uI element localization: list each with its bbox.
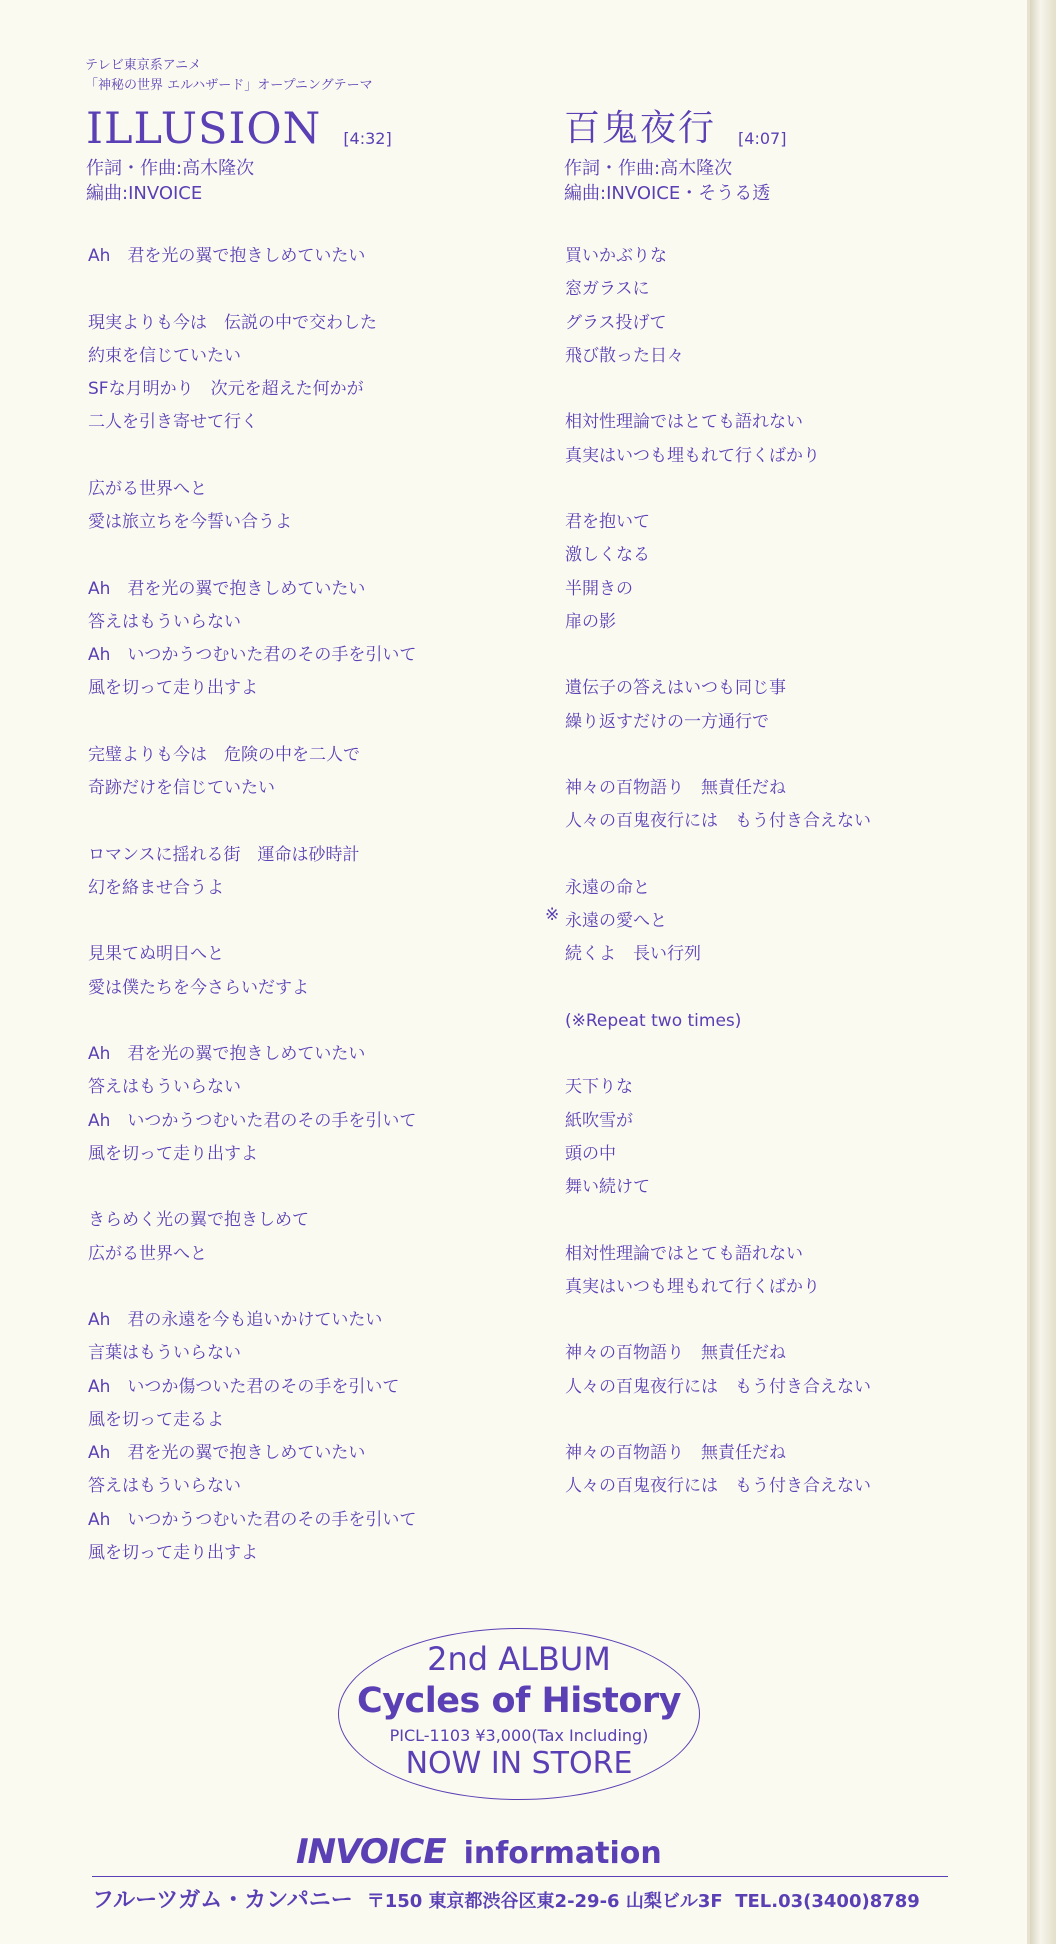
lyric-line: 紙吹雪が	[565, 1110, 633, 1131]
repeat-mark: ※	[545, 905, 560, 925]
lyric-line: きらめく光の翼で抱きしめて	[88, 1210, 309, 1231]
lyrics-music-credit: 作詞・作曲:高木隆次	[86, 158, 255, 179]
album-heading: 2nd ALBUM	[427, 1640, 611, 1678]
arrangement-credit: 編曲:INVOICE	[86, 183, 203, 204]
lyric-line: 半開きの	[565, 578, 633, 599]
company-address: 〒150 東京都渋谷区東2-29-6 山梨ビル3F	[366, 1891, 723, 1912]
album-title: Cycles of History	[357, 1681, 681, 1721]
lyric-line: 言葉はもういらない	[88, 1343, 241, 1364]
stanza-gap	[565, 473, 871, 506]
song-illusion	[86, 106, 392, 206]
stanza-gap	[88, 805, 416, 838]
lyric-line: 風を切って走り出すよ	[88, 1542, 258, 1563]
stanza-gap	[88, 1271, 416, 1304]
lyric-line: SFな月明かり 次元を超えた何かが	[88, 379, 364, 399]
company-tel: TEL.03(3400)8789	[735, 1891, 920, 1912]
lyric-line: 頭の中	[565, 1143, 616, 1164]
album-status: NOW IN STORE	[405, 1746, 633, 1781]
lyric-line: 人々の百鬼夜行には もう付き合えない	[565, 1376, 871, 1397]
stanza-gap	[565, 972, 871, 1005]
stanza-gap	[88, 440, 416, 473]
lyric-line: ロマンスに揺れる街 運命は砂時計	[88, 844, 360, 865]
lyrics-illusion	[88, 240, 416, 1570]
lyric-line: 相対性理論ではとても語れない	[565, 412, 803, 433]
stanza-gap	[88, 1171, 416, 1204]
lyric-line: 風を切って走るよ	[88, 1409, 224, 1430]
lyrics-hyakkiyakou	[545, 240, 871, 1504]
lyric-line: 広がる世界へと	[88, 478, 207, 499]
lyric-line: 真実はいつも埋もれて行くばかり	[565, 445, 820, 466]
lyric-line: グラス投げて	[565, 312, 667, 333]
lyric-line: Ah 君を光の翼で抱きしめていたい	[88, 246, 366, 266]
stanza-gap	[565, 1404, 871, 1437]
stanza-gap	[565, 839, 871, 872]
lyric-line: Ah 君を光の翼で抱きしめていたい	[88, 1044, 366, 1064]
song-title-row	[86, 106, 392, 152]
lyric-line: 愛は僕たちを今さらいだすよ	[88, 977, 309, 998]
lyric-line: 答えはもういらない	[88, 1077, 241, 1098]
subheading-line-2: 「神秘の世界 エルハザード」オープニングテーマ	[85, 78, 373, 93]
lyric-line: Ah いつか傷ついた君のその手を引いて	[88, 1376, 400, 1397]
stanza-gap	[88, 905, 416, 938]
lyric-line: 繰り返すだけの一方通行で	[565, 711, 769, 732]
anime-subheading	[85, 56, 373, 96]
song-title-row	[564, 106, 786, 152]
stanza-gap	[88, 539, 416, 572]
lyric-line: 激しくなる	[565, 545, 650, 566]
song-title: ILLUSION	[86, 104, 322, 154]
lyric-line: 答えはもういらない	[88, 1476, 241, 1497]
lyric-line: 神々の百物語り 無責任だね	[565, 1343, 786, 1364]
lyric-line: 見果てぬ明日へと	[88, 944, 224, 965]
lyric-line: 永遠の愛へと	[565, 911, 667, 931]
lyric-line: 奇跡だけを信じていたい	[88, 778, 275, 798]
lyric-line: 風を切って走り出すよ	[88, 1143, 258, 1164]
stanza-gap	[565, 1038, 871, 1071]
lyric-line: 完璧よりも今は 危険の中を二人で	[88, 744, 360, 765]
stanza-gap	[88, 1005, 416, 1038]
lyric-line: 遺伝子の答えはいつも同じ事	[565, 678, 786, 699]
lyric-line: 続くよ 長い行列	[565, 944, 701, 965]
album-catalog: PICL-1103 ¥3,000(Tax Including)	[389, 1726, 649, 1745]
lyric-line: 人々の百鬼夜行には もう付き合えない	[565, 1476, 871, 1497]
stanza-gap	[565, 1304, 871, 1337]
lyric-line: 神々の百物語り 無責任だね	[565, 778, 786, 798]
info-label: information	[463, 1836, 662, 1871]
lyric-line: 現実よりも今は 伝説の中で交わした	[88, 312, 377, 333]
lyric-line: 買いかぶりな	[565, 246, 667, 266]
lyric-line: 舞い続けて	[565, 1177, 650, 1197]
lyric-line: Ah いつかうつむいた君のその手を引いて	[88, 1110, 417, 1131]
song-title: 百鬼夜行	[564, 108, 717, 149]
info-heading	[296, 1832, 662, 1872]
stanza-gap	[88, 273, 416, 306]
stanza-gap	[565, 1204, 871, 1237]
song-duration: [4:07]	[738, 129, 787, 148]
subheading-line-1: テレビ東京系アニメ	[85, 58, 202, 73]
lyric-line: 君を抱いて	[565, 512, 650, 532]
lyric-line: 二人を引き寄せて行く	[88, 412, 258, 433]
lyric-line: 飛び散った日々	[565, 345, 684, 366]
lyric-line: 真実はいつも埋もれて行くばかり	[565, 1276, 820, 1297]
page-edge	[1030, 0, 1056, 1944]
company-name: フルーツガム・カンパニー	[92, 1888, 353, 1913]
lyric-line: 幻を絡ませ合うよ	[88, 877, 224, 898]
stanza-gap	[565, 639, 871, 672]
lyric-line: 窓ガラスに	[565, 279, 650, 300]
arrangement-credit: 編曲:INVOICE・そうる透	[564, 183, 771, 204]
lyric-line: 天下りな	[565, 1077, 633, 1098]
lyric-line: Ah いつかうつむいた君のその手を引いて	[88, 1509, 417, 1530]
stanza-gap	[565, 373, 871, 406]
lyric-line: 風を切って走り出すよ	[88, 678, 258, 699]
lyric-line: Ah 君を光の翼で抱きしめていたい	[88, 578, 366, 599]
contact-footer	[92, 1884, 920, 1919]
lyric-line: 人々の百鬼夜行には もう付き合えない	[565, 811, 871, 832]
song-hyakkiyakou	[564, 106, 786, 206]
lyric-line: 広がる世界へと	[88, 1243, 207, 1264]
lyric-line: 神々の百物語り 無責任だね	[565, 1443, 786, 1463]
stanza-gap	[88, 706, 416, 739]
lyric-line: Ah 君の永遠を今も追いかけていたい	[88, 1310, 383, 1330]
brand-logo: INVOICE	[296, 1832, 446, 1872]
lyric-line: 愛は旅立ちを今誓い合うよ	[88, 512, 292, 532]
lyric-line: (※Repeat two times)	[565, 1010, 742, 1031]
lyric-line: 永遠の命と	[565, 877, 650, 898]
lyric-line: 約束を信じていたい	[88, 345, 241, 366]
lyric-line: 相対性理論ではとても語れない	[565, 1243, 803, 1264]
lyric-line: 扉の影	[565, 611, 616, 632]
stanza-gap	[565, 739, 871, 772]
album-advert	[338, 1628, 700, 1800]
lyric-line: 答えはもういらない	[88, 611, 241, 632]
lyrics-music-credit: 作詞・作曲:高木隆次	[564, 158, 733, 179]
lyric-line: Ah いつかうつむいた君のその手を引いて	[88, 645, 417, 665]
song-duration: [4:32]	[343, 129, 392, 148]
divider	[92, 1876, 948, 1877]
lyric-line: Ah 君を光の翼で抱きしめていたい	[88, 1443, 366, 1463]
